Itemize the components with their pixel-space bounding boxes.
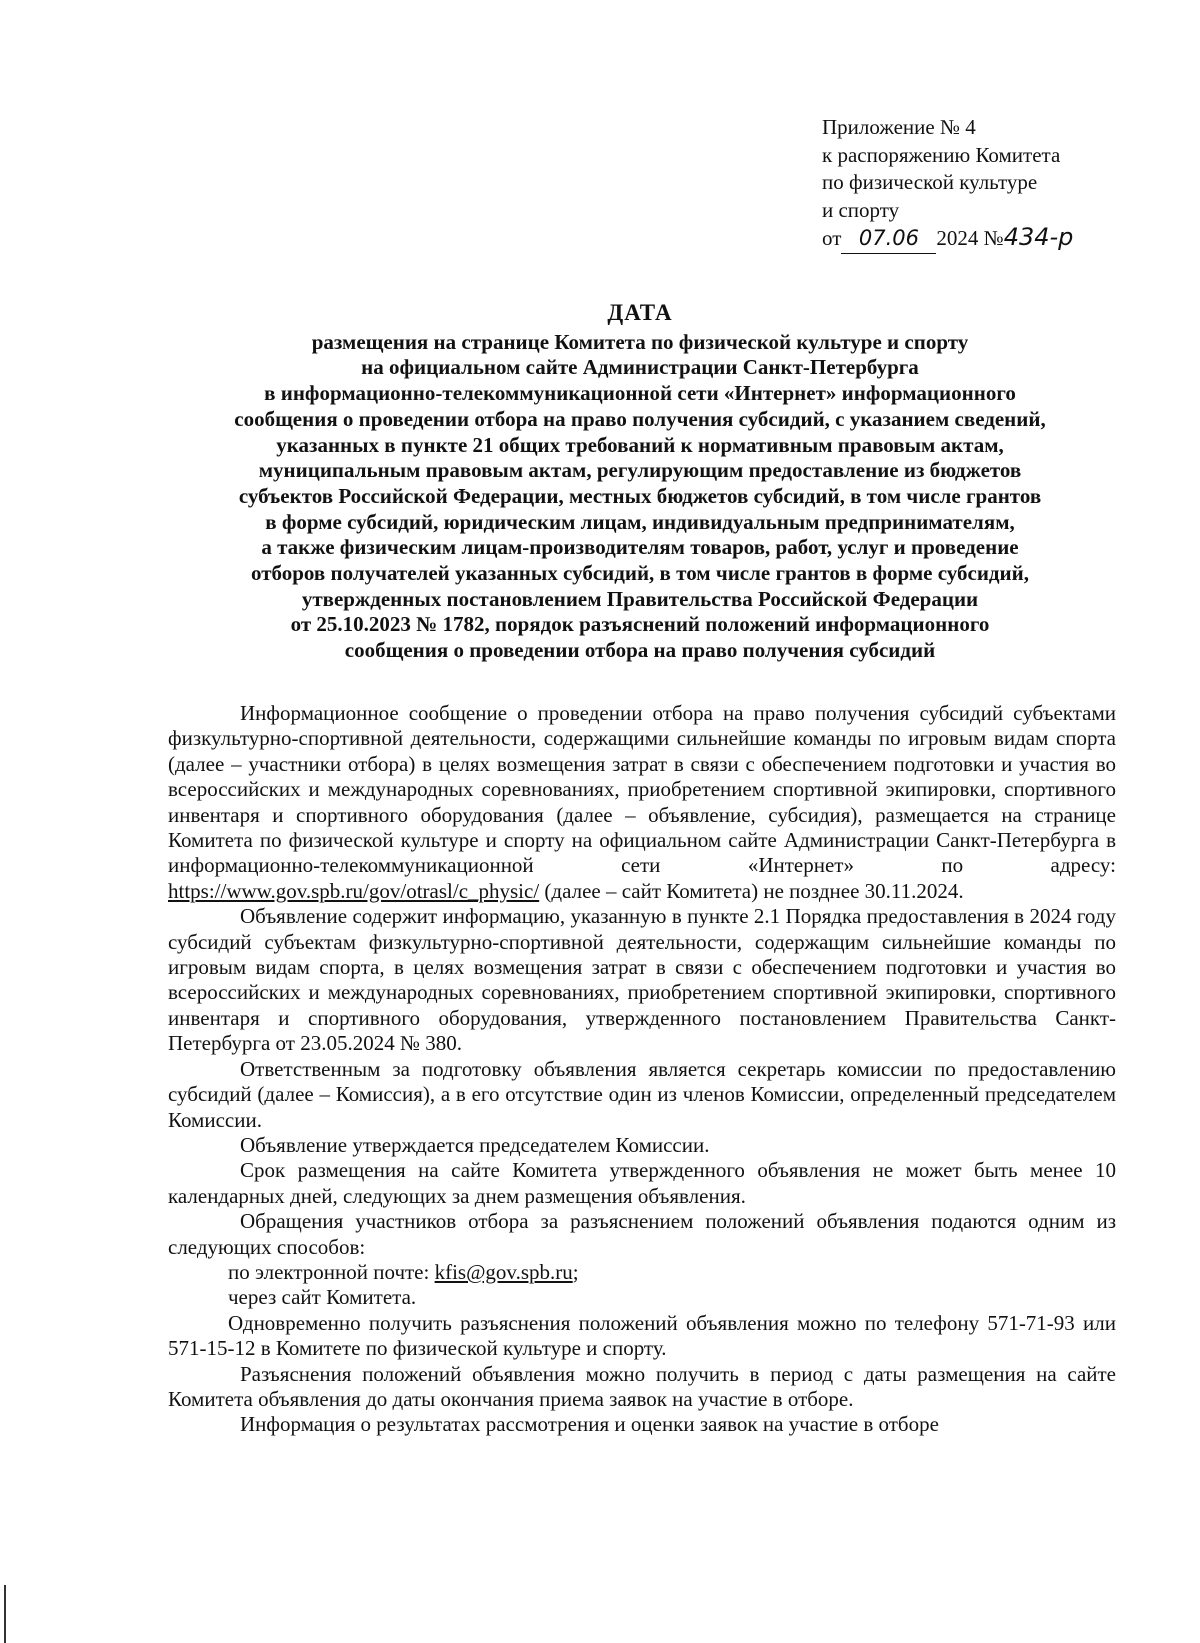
paragraph-content: Объявление содержит информацию, указанную в пункте 2.1 Порядка предоставления в 2024 году субсидий субъектам физкультурно-спортивной деятельности, содержащим сильнейшие команды по игровым видам спорта, в целях возмещения затрат в связи с обеспечением подготовки и участия во всероссийских и международных соревнованиях, приобретением спортивной экипировки, спортивного инвентаря и спортивного оборудования, утвержденного постановлением Правительства Санкт-Петербурга от 23.05.2024 № 380.	[168, 904, 1116, 1056]
paragraph-email	[168, 1260, 1116, 1285]
appendix-block	[822, 114, 1182, 254]
heading-title: ДАТА	[607, 300, 673, 325]
paragraph-announcement-tail: (далее – сайт Комитета) не позднее 30.11.2024.	[539, 878, 964, 903]
appendix-title: Приложение № 4	[822, 115, 976, 139]
paragraph-approval: Объявление утверждается председателем Комиссии.	[240, 1132, 710, 1157]
heading-line: отборов получателей указанных субсидий, в том числе грантов в форме субсидий,	[250, 561, 1029, 586]
appendix-line-committee: по физической культуре	[822, 170, 1038, 194]
email-link[interactable]: kfis@gov.spb.ru	[434, 1259, 573, 1284]
scan-edge-mark	[4, 1585, 6, 1643]
heading-line: указанных в пункте 21 общих требований к нормативным правовым актам,	[276, 432, 1004, 457]
committee-site-link[interactable]: https://www.gov.spb.ru/gov/otrasl/c_physic/	[168, 878, 540, 903]
paragraph-announcement-text: Информационное сообщение о проведении отбора на право получения субсидий субъектами физкультурно-спортивной деятельности, содержащими сильнейшие команды по игровым видам спорта (далее – участники отбора) в целях возмещения затрат в связи с обеспечением подготовки и участия во всероссийских и международных соревнованиях, приобретением спортивной экипировки, спортивного инвентаря и спортивного оборудования (далее – объявление, субсидия), размещается на странице Комитета по физической культуре и спорту на официальном сайте Администрации Санкт-Петербурга в информационно-телекоммуникационной сети «Интернет» по адресу:	[168, 701, 1116, 878]
heading-line: субъектов Российской Федерации, местных бюджетов субсидий, в том числе грантов	[238, 483, 1042, 508]
heading-line: а также физическим лицам-производителям товаров, работ, услуг и проведение	[261, 535, 1019, 560]
heading-line: в информационно-телекоммуникационной сети «Интернет» информационного	[264, 381, 1016, 406]
heading-line: в форме субсидий, юридическим лицам, индивидуальным предпринимателям,	[265, 509, 1015, 534]
document-heading	[140, 300, 1140, 664]
paragraph-requests: Обращения участников отбора за разъяснением положений объявления подаются одним из следующих способов:	[168, 1209, 1116, 1259]
appendix-year: 2024 №	[936, 226, 1004, 250]
appendix-line-sport: и спорту	[822, 197, 900, 222]
appendix-date-prefix: от	[822, 226, 842, 250]
email-prefix: по электронной почте:	[228, 1259, 435, 1284]
paragraph-announcement	[168, 701, 1116, 904]
heading-line: утвержденных постановлением Правительства Российской Федерации	[301, 586, 979, 611]
paragraph-term: Срок размещения на сайте Комитета утвержденного объявления не может быть менее 10 календарных дней, следующих за днем размещения объявления.	[168, 1158, 1116, 1208]
appendix-date-line	[822, 224, 1182, 254]
heading-line: от 25.10.2023 № 1782, порядок разъяснений положений информационного	[290, 612, 990, 637]
appendix-line-order: к распоряжению Комитета	[822, 142, 1061, 167]
paragraph-phone: Одновременно получить разъяснения положений объявления можно по телефону 571-71-93 или 571-15-12 в Комитете по физической культуре и спорту.	[168, 1310, 1116, 1361]
paragraph-site: через сайт Комитета.	[228, 1285, 417, 1310]
heading-line: на официальном сайте Администрации Санкт-Петербурга	[361, 355, 919, 380]
handwritten-date: 07.06	[841, 225, 936, 254]
heading-line: сообщения о проведении отбора на право получения субсидий	[344, 638, 936, 663]
paragraph-results: Информация о результатах рассмотрения и оценки заявок на участие в отборе	[240, 1412, 939, 1437]
paragraph-responsible: Ответственным за подготовку объявления является секретарь комиссии по предоставлению субсидий (далее – Комиссия), а в его отсутствие один из членов Комиссии, определенный председателем Комиссии.	[168, 1056, 1116, 1132]
document-body	[168, 701, 1116, 1438]
handwritten-number: 434-р	[1003, 223, 1074, 251]
heading-line: размещения на странице Комитета по физической культуре и спорту	[311, 329, 969, 354]
heading-line: сообщения о проведении отбора на право получения субсидий, с указанием сведений,	[234, 406, 1046, 431]
paragraph-period: Разъяснения положений объявления можно получить в период с даты размещения на сайте Комитета объявления до даты окончания приема заявок на участие в отборе.	[168, 1361, 1116, 1411]
email-suffix: ;	[572, 1259, 579, 1284]
heading-line: муниципальным правовым актам, регулирующим предоставление из бюджетов	[258, 458, 1022, 483]
